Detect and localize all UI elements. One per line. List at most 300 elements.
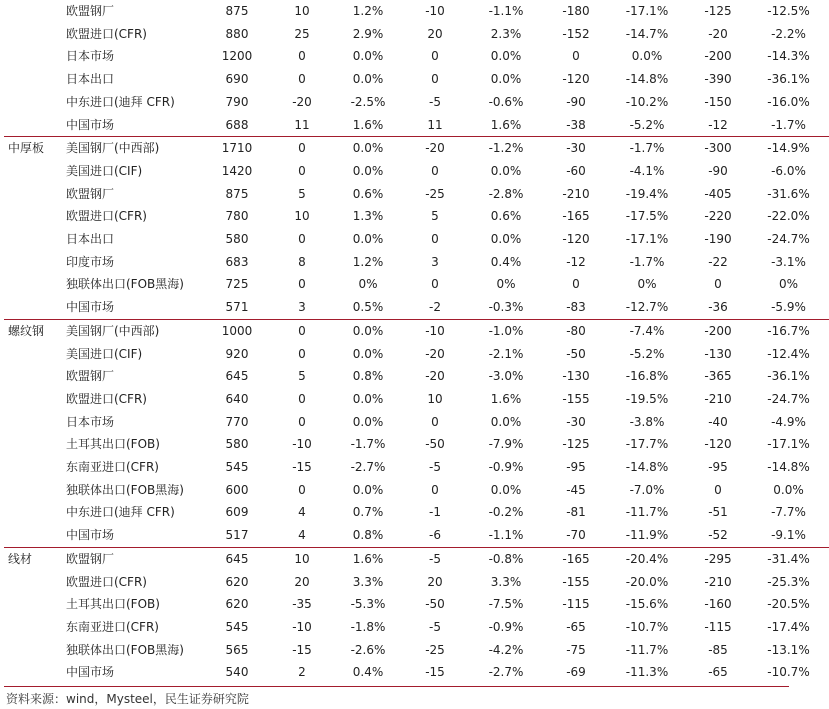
market-name-cell: 土耳其出口(FOB) <box>66 597 160 612</box>
category-cell <box>4 388 62 411</box>
value-cell: -15 <box>292 642 312 657</box>
table-row <box>4 183 829 206</box>
category-cell: 线材 <box>4 547 62 570</box>
value-cell: -20.4% <box>606 547 688 570</box>
value-cell: 0.8% <box>352 369 384 384</box>
market-name-cell: 日本市场 <box>66 49 115 64</box>
value-cell: -2.1% <box>488 346 524 361</box>
value-cell: 0.4% <box>490 254 522 269</box>
value-cell: 0 <box>298 232 306 247</box>
value-cell: -165 <box>562 209 590 224</box>
value-cell: -7.0% <box>629 482 665 497</box>
value-cell: 875 <box>225 4 249 18</box>
value-cell: -16.7% <box>748 319 829 342</box>
value-cell: -17.4% <box>767 619 810 634</box>
category-cell <box>4 501 62 524</box>
value-cell: -210 <box>562 186 590 201</box>
value-cell: -22.0% <box>767 209 810 224</box>
table-row <box>4 661 829 684</box>
value-cell: 565 <box>225 642 249 657</box>
value-cell: -10.2% <box>625 94 669 109</box>
value-cell: -1.8% <box>350 619 386 634</box>
category-cell <box>4 411 62 434</box>
value-cell: -220 <box>704 209 732 224</box>
value-cell: 0.4% <box>352 665 384 680</box>
value-cell: 3.3% <box>352 574 384 589</box>
table-row <box>4 479 829 502</box>
value-cell: -65 <box>566 619 586 634</box>
value-cell: -40 <box>708 414 728 429</box>
value-cell: -36 <box>708 300 728 315</box>
value-cell: 8 <box>298 254 306 269</box>
value-cell: -14.7% <box>625 26 669 41</box>
value-cell: 690 <box>225 72 249 87</box>
value-cell: -2.8% <box>488 186 524 201</box>
value-cell: -165 <box>546 547 606 570</box>
value-cell: -36.1% <box>767 72 810 87</box>
value-cell: -405 <box>704 186 732 201</box>
value-cell: -80 <box>546 319 606 342</box>
value-cell: 0 <box>431 163 439 178</box>
value-cell: -125 <box>704 4 732 18</box>
category-cell <box>4 273 62 296</box>
category-cell <box>4 479 62 502</box>
value-cell: -15 <box>425 665 445 680</box>
table-row <box>4 114 829 137</box>
category-cell <box>4 45 62 68</box>
value-cell: 0.8% <box>352 528 384 543</box>
value-cell: -390 <box>704 72 732 87</box>
value-cell: 0.0% <box>490 49 522 64</box>
value-cell: 0.0% <box>490 72 522 87</box>
value-cell: -115 <box>704 619 732 634</box>
value-cell: -20.0% <box>625 574 669 589</box>
market-name-cell: 美国进口(CIF) <box>66 163 143 178</box>
value-cell: 4 <box>298 528 306 543</box>
table-row <box>4 296 829 319</box>
value-cell: 1200 <box>221 49 253 64</box>
table-row <box>4 319 829 342</box>
value-cell: -12.4% <box>767 346 810 361</box>
market-name-cell: 中国市场 <box>66 300 115 315</box>
value-cell: -6.0% <box>771 163 806 178</box>
category-cell <box>4 0 62 23</box>
value-cell: 620 <box>225 597 249 612</box>
value-cell: -90 <box>708 163 728 178</box>
market-name-cell: 美国钢厂(中西部) <box>62 137 202 160</box>
value-cell: 609 <box>225 505 249 520</box>
category-cell <box>4 433 62 456</box>
value-cell: 3 <box>298 300 306 315</box>
value-cell: -25.3% <box>767 574 810 589</box>
value-cell: 517 <box>225 528 249 543</box>
category-cell <box>4 524 62 547</box>
value-cell: 0.0% <box>631 49 663 64</box>
category-cell <box>4 365 62 388</box>
value-cell: -11.7% <box>625 505 669 520</box>
value-cell: -85 <box>708 642 728 657</box>
market-name-cell: 欧盟钢厂 <box>66 369 115 384</box>
value-cell: 1.6% <box>490 391 522 406</box>
value-cell: -95 <box>566 460 586 475</box>
value-cell: -69 <box>566 665 586 680</box>
value-cell: -2.7% <box>488 665 524 680</box>
value-cell: -20 <box>404 137 466 160</box>
value-cell: -125 <box>562 437 590 452</box>
value-cell: 20 <box>427 574 443 589</box>
value-cell: -7.9% <box>488 437 524 452</box>
value-cell: 4 <box>298 505 306 520</box>
category-cell <box>4 23 62 46</box>
value-cell: -7.4% <box>606 319 688 342</box>
value-cell: 0 <box>572 277 580 292</box>
value-cell: -11.7% <box>625 642 669 657</box>
value-cell: -4.2% <box>488 642 524 657</box>
value-cell: -95 <box>708 460 728 475</box>
value-cell: -155 <box>562 574 590 589</box>
table-row <box>4 68 829 91</box>
value-cell: -20.5% <box>767 597 810 612</box>
value-cell: -20 <box>708 26 728 41</box>
market-name-cell: 日本出口 <box>66 72 115 87</box>
value-cell: -130 <box>704 346 732 361</box>
table-row <box>4 343 829 366</box>
table-row <box>4 571 829 594</box>
value-cell: -2.7% <box>350 460 386 475</box>
value-cell: 0.0% <box>352 232 384 247</box>
value-cell: -12 <box>708 117 728 132</box>
table-body <box>4 0 829 684</box>
table-row <box>4 411 829 434</box>
value-cell: -16.0% <box>767 94 810 109</box>
table-row <box>4 273 829 296</box>
value-cell: 580 <box>225 232 249 247</box>
value-cell: -30 <box>566 414 586 429</box>
value-cell: -5 <box>404 547 466 570</box>
value-cell: -180 <box>562 4 590 18</box>
category-cell <box>4 343 62 366</box>
value-cell: 5 <box>298 369 306 384</box>
category-cell <box>4 114 62 137</box>
value-cell: 2.3% <box>490 26 522 41</box>
value-cell: 0 <box>431 232 439 247</box>
market-name-cell: 中国市场 <box>66 528 115 543</box>
value-cell: -7.5% <box>488 597 524 612</box>
value-cell: 0% <box>358 277 378 292</box>
value-cell: 645 <box>225 369 249 384</box>
value-cell: 0.0% <box>352 72 384 87</box>
steel-price-table <box>4 0 829 684</box>
value-cell: -35 <box>292 597 312 612</box>
category-cell <box>4 661 62 684</box>
value-cell: 620 <box>225 574 249 589</box>
table-row <box>4 547 829 570</box>
value-cell: 0 <box>431 72 439 87</box>
value-cell: -1.7% <box>629 254 665 269</box>
market-name-cell: 美国钢厂(中西部) <box>62 319 202 342</box>
value-cell: -0.9% <box>488 460 524 475</box>
value-cell: -15 <box>292 460 312 475</box>
value-cell: 5 <box>431 209 439 224</box>
market-name-cell: 欧盟进口(CFR) <box>66 209 147 224</box>
value-cell: -2.6% <box>350 642 386 657</box>
table-row <box>4 456 829 479</box>
value-cell: 1.6% <box>352 117 384 132</box>
value-cell: -14.8% <box>625 72 669 87</box>
table-row <box>4 501 829 524</box>
value-cell: -1.2% <box>466 137 546 160</box>
value-cell: 1710 <box>202 137 272 160</box>
value-cell: 0 <box>572 49 580 64</box>
value-cell: -1.1% <box>488 528 524 543</box>
value-cell: 683 <box>225 254 249 269</box>
value-cell: -152 <box>562 26 590 41</box>
value-cell: -210 <box>704 391 732 406</box>
value-cell: 1.2% <box>352 4 384 18</box>
value-cell: 5 <box>298 186 306 201</box>
value-cell: 0.0% <box>332 137 404 160</box>
value-cell: 1.6% <box>332 547 404 570</box>
market-name-cell: 印度市场 <box>66 254 115 269</box>
value-cell: -1.7% <box>606 137 688 160</box>
value-cell: 0.0% <box>352 391 384 406</box>
value-cell: 2.9% <box>352 26 384 41</box>
table-row <box>4 91 829 114</box>
value-cell: -120 <box>562 232 590 247</box>
value-cell: -130 <box>562 369 590 384</box>
value-cell: -31.6% <box>767 186 810 201</box>
value-cell: -120 <box>704 437 732 452</box>
value-cell: -17.7% <box>625 437 669 452</box>
value-cell: 0 <box>298 346 306 361</box>
value-cell: 0.0% <box>490 163 522 178</box>
value-cell: -20 <box>292 94 312 109</box>
table-row <box>4 388 829 411</box>
value-cell: 25 <box>294 26 310 41</box>
value-cell: 1000 <box>202 319 272 342</box>
value-cell: -50 <box>425 437 445 452</box>
value-cell: -1.7% <box>771 117 806 132</box>
value-cell: 0.0% <box>490 232 522 247</box>
value-cell: -365 <box>704 369 732 384</box>
value-cell: -10 <box>425 4 445 18</box>
value-cell: -1.7% <box>350 437 386 452</box>
value-cell: 0 <box>298 391 306 406</box>
value-cell: 0 <box>298 72 306 87</box>
value-cell: 11 <box>427 117 443 132</box>
market-name-cell: 欧盟进口(CFR) <box>66 391 147 406</box>
value-cell: -19.5% <box>625 391 669 406</box>
value-cell: -31.4% <box>748 547 829 570</box>
value-cell: -0.9% <box>488 619 524 634</box>
table-row <box>4 616 829 639</box>
value-cell: -7.7% <box>771 505 806 520</box>
value-cell: 0 <box>272 137 332 160</box>
value-cell: 540 <box>225 665 249 680</box>
value-cell: 0.0% <box>332 319 404 342</box>
value-cell: 0% <box>637 277 657 292</box>
value-cell: -30 <box>546 137 606 160</box>
table-row <box>4 524 829 547</box>
value-cell: -22 <box>708 254 728 269</box>
value-cell: -24.7% <box>767 391 810 406</box>
category-cell <box>4 251 62 274</box>
value-cell: -150 <box>704 94 732 109</box>
value-cell: -24.7% <box>767 232 810 247</box>
value-cell: 0 <box>298 163 306 178</box>
value-cell: -12 <box>566 254 586 269</box>
value-cell: -12.5% <box>767 4 810 18</box>
value-cell: 10 <box>294 209 310 224</box>
category-cell <box>4 183 62 206</box>
value-cell: -295 <box>688 547 748 570</box>
value-cell: -50 <box>425 597 445 612</box>
table-row <box>4 228 829 251</box>
value-cell: -0.3% <box>488 300 524 315</box>
value-cell: 10 <box>272 547 332 570</box>
value-cell: -14.3% <box>767 49 810 64</box>
value-cell: 1.3% <box>352 209 384 224</box>
value-cell: -13.1% <box>767 642 810 657</box>
value-cell: -50 <box>566 346 586 361</box>
market-name-cell: 独联体出口(FOB黑海) <box>66 642 184 657</box>
value-cell: 770 <box>225 414 249 429</box>
value-cell: -16.8% <box>625 369 669 384</box>
category-cell <box>4 228 62 251</box>
value-cell: 0 <box>431 277 439 292</box>
category-cell <box>4 616 62 639</box>
value-cell: -115 <box>562 597 590 612</box>
value-cell: -1.0% <box>466 319 546 342</box>
value-cell: -70 <box>566 528 586 543</box>
value-cell: -3.1% <box>771 254 806 269</box>
value-cell: -38 <box>566 117 586 132</box>
category-cell <box>4 639 62 662</box>
value-cell: -10 <box>292 619 312 634</box>
value-cell: 0 <box>298 414 306 429</box>
value-cell: 0.0% <box>352 346 384 361</box>
value-cell: -17.1% <box>625 4 669 18</box>
value-cell: 0.0% <box>352 163 384 178</box>
value-cell: -17.5% <box>625 209 669 224</box>
value-cell: -14.9% <box>748 137 829 160</box>
market-name-cell: 独联体出口(FOB黑海) <box>66 277 184 292</box>
value-cell: -5.2% <box>629 117 665 132</box>
value-cell: -14.8% <box>767 460 810 475</box>
value-cell: -65 <box>708 665 728 680</box>
value-cell: 1.6% <box>490 117 522 132</box>
value-cell: -190 <box>704 232 732 247</box>
market-name-cell: 欧盟钢厂 <box>62 547 202 570</box>
value-cell: -81 <box>566 505 586 520</box>
value-cell: -75 <box>566 642 586 657</box>
market-name-cell: 东南亚进口(CFR) <box>66 460 159 475</box>
category-cell <box>4 593 62 616</box>
market-name-cell: 土耳其出口(FOB) <box>66 437 160 452</box>
value-cell: 545 <box>225 619 249 634</box>
value-cell: -25 <box>425 186 445 201</box>
market-name-cell: 欧盟钢厂 <box>66 186 115 201</box>
value-cell: 0 <box>714 277 722 292</box>
value-cell: -10 <box>292 437 312 452</box>
value-cell: 0.7% <box>352 505 384 520</box>
value-cell: 880 <box>225 26 249 41</box>
table-row <box>4 433 829 456</box>
market-name-cell: 中国市场 <box>66 665 115 680</box>
value-cell: 0.0% <box>490 482 522 497</box>
value-cell: 0% <box>496 277 516 292</box>
market-name-cell: 中国市场 <box>66 117 115 132</box>
value-cell: -11.9% <box>625 528 669 543</box>
value-cell: -90 <box>566 94 586 109</box>
value-cell: -200 <box>704 49 732 64</box>
table-row <box>4 365 829 388</box>
value-cell: 0 <box>298 49 306 64</box>
value-cell: 11 <box>294 117 310 132</box>
value-cell: 20 <box>427 26 443 41</box>
table-row <box>4 160 829 183</box>
value-cell: -15.6% <box>625 597 669 612</box>
table-row <box>4 23 829 46</box>
value-cell: -210 <box>704 574 732 589</box>
value-cell: -0.2% <box>488 505 524 520</box>
value-cell: 20 <box>294 574 310 589</box>
value-cell: -3.8% <box>629 414 665 429</box>
value-cell: 0 <box>272 319 332 342</box>
value-cell: 0 <box>431 414 439 429</box>
value-cell: 0.0% <box>490 414 522 429</box>
value-cell: -20 <box>425 369 445 384</box>
bottom-rule <box>4 686 789 687</box>
value-cell: 0.5% <box>352 300 384 315</box>
value-cell: 920 <box>225 346 249 361</box>
value-cell: 0.0% <box>352 49 384 64</box>
market-name-cell: 日本市场 <box>66 414 115 429</box>
value-cell: -6 <box>429 528 441 543</box>
category-cell <box>4 68 62 91</box>
category-cell: 螺纹钢 <box>4 319 62 342</box>
value-cell: 0.6% <box>352 186 384 201</box>
value-cell: 725 <box>225 277 249 292</box>
value-cell: -4.1% <box>629 163 665 178</box>
value-cell: -160 <box>704 597 732 612</box>
value-cell: -5.2% <box>629 346 665 361</box>
market-name-cell: 东南亚进口(CFR) <box>66 619 159 634</box>
category-cell <box>4 160 62 183</box>
market-name-cell: 日本出口 <box>66 232 115 247</box>
market-name-cell: 独联体出口(FOB黑海) <box>66 482 184 497</box>
category-cell <box>4 296 62 319</box>
value-cell: -3.0% <box>488 369 524 384</box>
category-cell <box>4 91 62 114</box>
value-cell: -155 <box>562 391 590 406</box>
market-name-cell: 欧盟进口(CFR) <box>66 574 147 589</box>
value-cell: -4.9% <box>771 414 806 429</box>
market-name-cell: 中东进口(迪拜 CFR) <box>66 505 175 520</box>
value-cell: -300 <box>688 137 748 160</box>
value-cell: -14.8% <box>625 460 669 475</box>
value-cell: 3 <box>431 254 439 269</box>
market-name-cell: 美国进口(CIF) <box>66 346 143 361</box>
value-cell: -200 <box>688 319 748 342</box>
table-row <box>4 0 829 23</box>
value-cell: 1.2% <box>352 254 384 269</box>
value-cell: -20 <box>425 346 445 361</box>
market-name-cell: 中东进口(迪拜 CFR) <box>66 94 175 109</box>
value-cell: 600 <box>225 482 249 497</box>
table-row <box>4 593 829 616</box>
table-row <box>4 639 829 662</box>
